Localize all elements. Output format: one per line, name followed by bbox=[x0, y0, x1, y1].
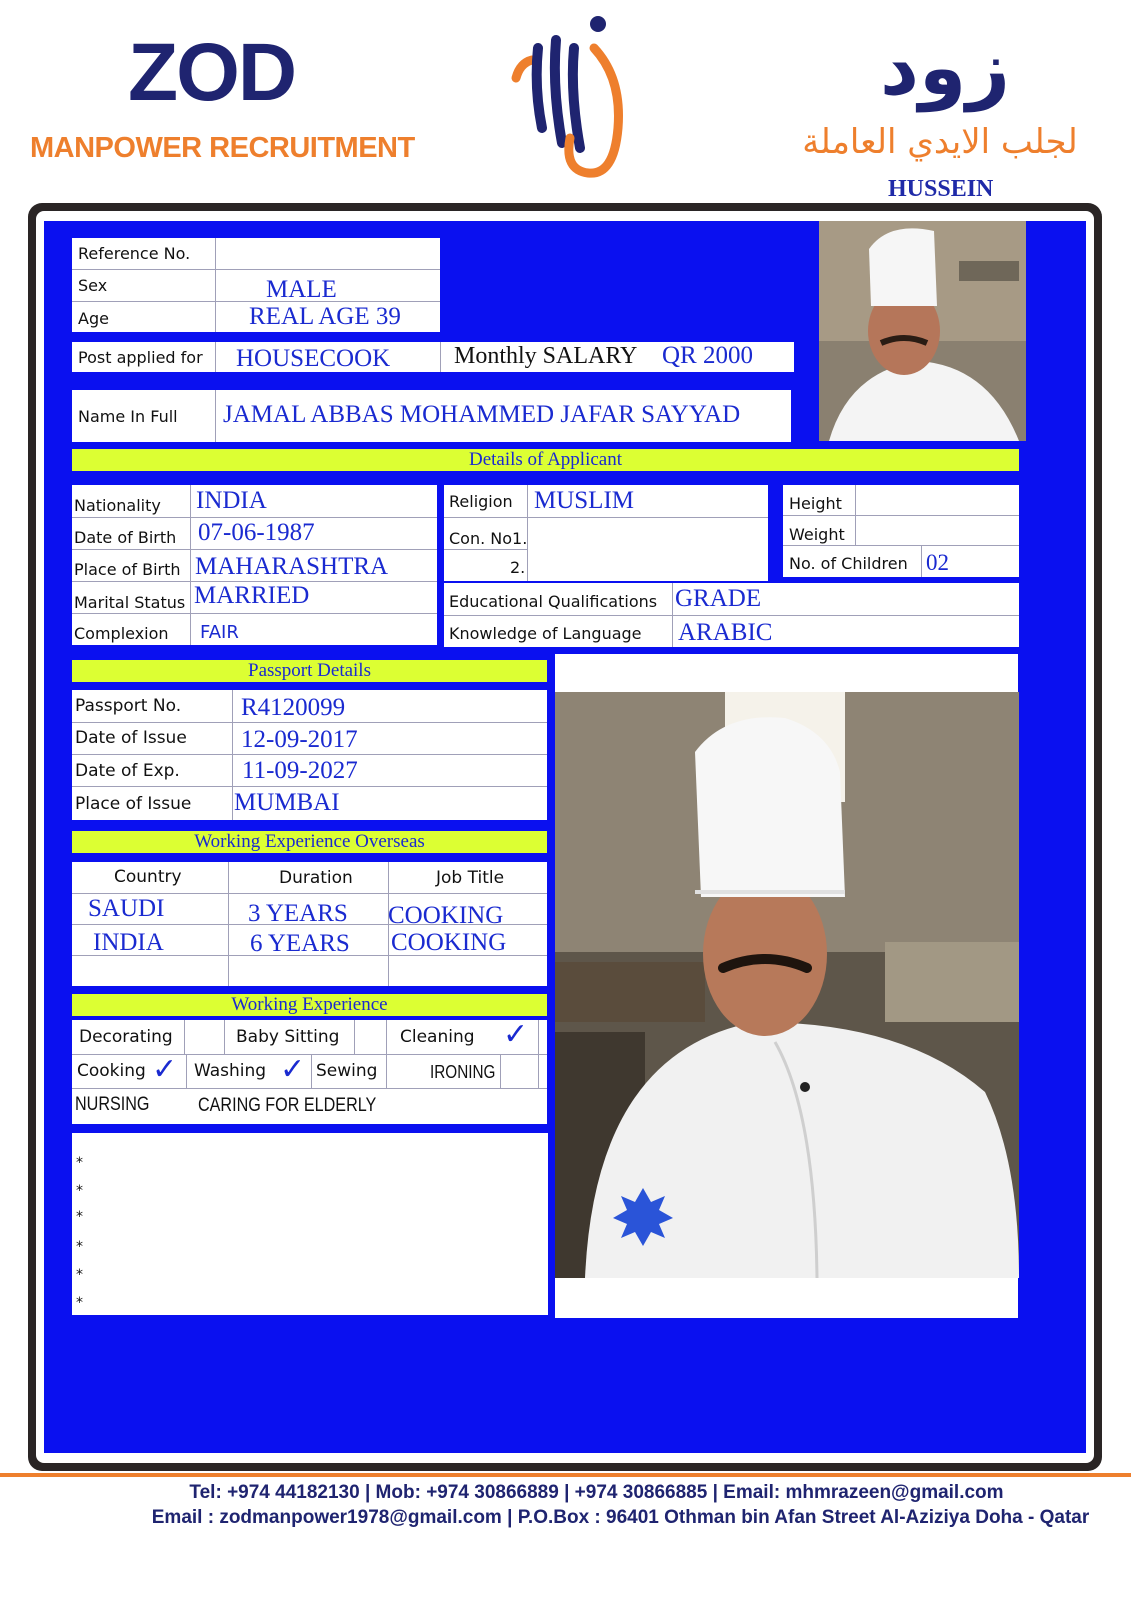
religion-value: MUSLIM bbox=[534, 487, 635, 514]
row1-country: SAUDI bbox=[88, 895, 165, 922]
weight-label: Weight bbox=[789, 525, 845, 544]
footer-contact-line1: Tel: +974 44182130 | Mob: +974 30866889 | +974 30866885 | Email: mhmrazeen@gmail.com bbox=[189, 1482, 1004, 1503]
children-value: 02 bbox=[926, 550, 949, 575]
note-bullet: * bbox=[76, 1295, 83, 1311]
skill-sewing: Sewing bbox=[316, 1061, 378, 1081]
applicant-photo-large bbox=[555, 692, 1019, 1278]
marital-value: MARRIED bbox=[194, 582, 310, 609]
experience-grid bbox=[72, 1017, 547, 1124]
arabic-brand: زود bbox=[880, 23, 1010, 112]
row2-country: INDIA bbox=[93, 929, 164, 956]
skill-ironing: IRONING bbox=[430, 1062, 496, 1082]
passport-box bbox=[72, 690, 547, 820]
skill-washing: Washing bbox=[194, 1061, 267, 1081]
exp-date-value: 11-09-2027 bbox=[242, 757, 358, 784]
details-ribbon: Details of Applicant bbox=[72, 449, 1019, 471]
passport-no-label: Passport No. bbox=[75, 696, 182, 716]
marital-label: Marital Status bbox=[74, 593, 186, 612]
post-label: Post applied for bbox=[78, 348, 203, 367]
note-bullet: * bbox=[76, 1209, 83, 1225]
applicant-photo-small bbox=[819, 221, 1026, 441]
row2-job: COOKING bbox=[391, 929, 507, 956]
sex-value: MALE bbox=[266, 276, 337, 303]
arabic-subtitle: لجلب الايدي العاملة bbox=[802, 122, 1078, 162]
overseas-table bbox=[72, 862, 547, 986]
brand-name: ZOD bbox=[128, 27, 296, 118]
experience-ribbon: Working Experience bbox=[72, 994, 547, 1016]
name-label: Name In Full bbox=[78, 407, 178, 426]
reference-label: Reference No. bbox=[78, 244, 191, 263]
pob-value: MAHARASHTRA bbox=[195, 553, 389, 580]
overseas-ribbon: Working Experience Overseas bbox=[72, 831, 547, 853]
height-label: Height bbox=[789, 494, 842, 513]
note-bullet: * bbox=[76, 1239, 83, 1255]
col-country: Country bbox=[114, 867, 182, 887]
language-label: Knowledge of Language bbox=[449, 624, 642, 643]
sex-label: Sex bbox=[78, 276, 108, 295]
cooking-check-icon: ✓ bbox=[152, 1052, 178, 1087]
complexion-value: FAIR bbox=[200, 622, 239, 643]
passport-ribbon: Passport Details bbox=[72, 660, 547, 682]
education-label: Educational Qualifications bbox=[449, 592, 658, 611]
issue-date-label: Date of Issue bbox=[75, 728, 187, 748]
col-duration: Duration bbox=[279, 868, 353, 888]
dob-value: 07-06-1987 bbox=[198, 519, 315, 546]
language-value: ARABIC bbox=[678, 619, 773, 646]
place-issue-value: MUMBAI bbox=[234, 789, 340, 816]
personal-basic-box bbox=[72, 238, 440, 332]
agent-name: HUSSEIN bbox=[888, 176, 994, 202]
age-label: Age bbox=[78, 309, 109, 328]
footer-contact-line2: Email : zodmanpower1978@gmail.com | P.O.Box : 96401 Othman bin Afan Street Al-Aziziya Doha - Qatar bbox=[151, 1507, 1090, 1528]
notes-box bbox=[72, 1133, 548, 1315]
con1-label: Con. No1. bbox=[449, 529, 528, 548]
skill-cooking: Cooking bbox=[77, 1061, 146, 1081]
salary-value: QR 2000 bbox=[662, 342, 753, 369]
nationality-label: Nationality bbox=[74, 496, 161, 515]
col-job-title: Job Title bbox=[436, 868, 505, 888]
exp-date-label: Date of Exp. bbox=[75, 761, 180, 781]
footer-divider bbox=[0, 1473, 1131, 1477]
education-value: GRADE bbox=[675, 585, 762, 612]
skill-cleaning: Cleaning bbox=[400, 1027, 475, 1047]
post-value: HOUSECOOK bbox=[236, 345, 391, 372]
skill-decorating: Decorating bbox=[79, 1027, 173, 1047]
row2-duration: 6 YEARS bbox=[250, 930, 350, 957]
post-salary-box bbox=[72, 342, 794, 372]
cleaning-check-icon: ✓ bbox=[503, 1017, 529, 1052]
note-bullet: * bbox=[76, 1267, 83, 1283]
age-value: REAL AGE 39 bbox=[249, 303, 401, 330]
name-box bbox=[72, 390, 791, 442]
note-bullet: * bbox=[76, 1183, 83, 1199]
religion-box bbox=[444, 485, 768, 581]
row1-job: COOKING bbox=[388, 902, 504, 929]
passport-no-value: R4120099 bbox=[241, 694, 346, 721]
name-value: JAMAL ABBAS MOHAMMED JAFAR SAYYAD bbox=[223, 401, 741, 428]
brand-subtitle: MANPOWER RECRUITMENT bbox=[30, 132, 415, 164]
education-box bbox=[444, 583, 1019, 647]
children-label: No. of Children bbox=[789, 554, 908, 573]
nationality-value: INDIA bbox=[196, 487, 267, 514]
complexion-label: Complexion bbox=[74, 624, 169, 643]
religion-label: Religion bbox=[449, 492, 513, 511]
company-logo-icon bbox=[498, 8, 638, 183]
row1-duration: 3 YEARS bbox=[248, 900, 348, 927]
con2-label: 2. bbox=[510, 558, 526, 577]
pob-label: Place of Birth bbox=[74, 560, 181, 579]
details-left-box bbox=[72, 485, 437, 645]
physical-box bbox=[783, 485, 1019, 577]
washing-check-icon: ✓ bbox=[280, 1052, 306, 1087]
note-bullet: * bbox=[76, 1155, 83, 1171]
dob-label: Date of Birth bbox=[74, 528, 177, 547]
skill-caring-elderly: CARING FOR ELDERLY bbox=[198, 1095, 377, 1116]
skill-nursing: NURSING bbox=[75, 1094, 150, 1115]
skill-baby-sitting: Baby Sitting bbox=[236, 1027, 340, 1047]
salary-label: Monthly SALARY bbox=[454, 343, 638, 369]
issue-date-value: 12-09-2017 bbox=[241, 726, 358, 753]
place-issue-label: Place of Issue bbox=[75, 794, 192, 814]
